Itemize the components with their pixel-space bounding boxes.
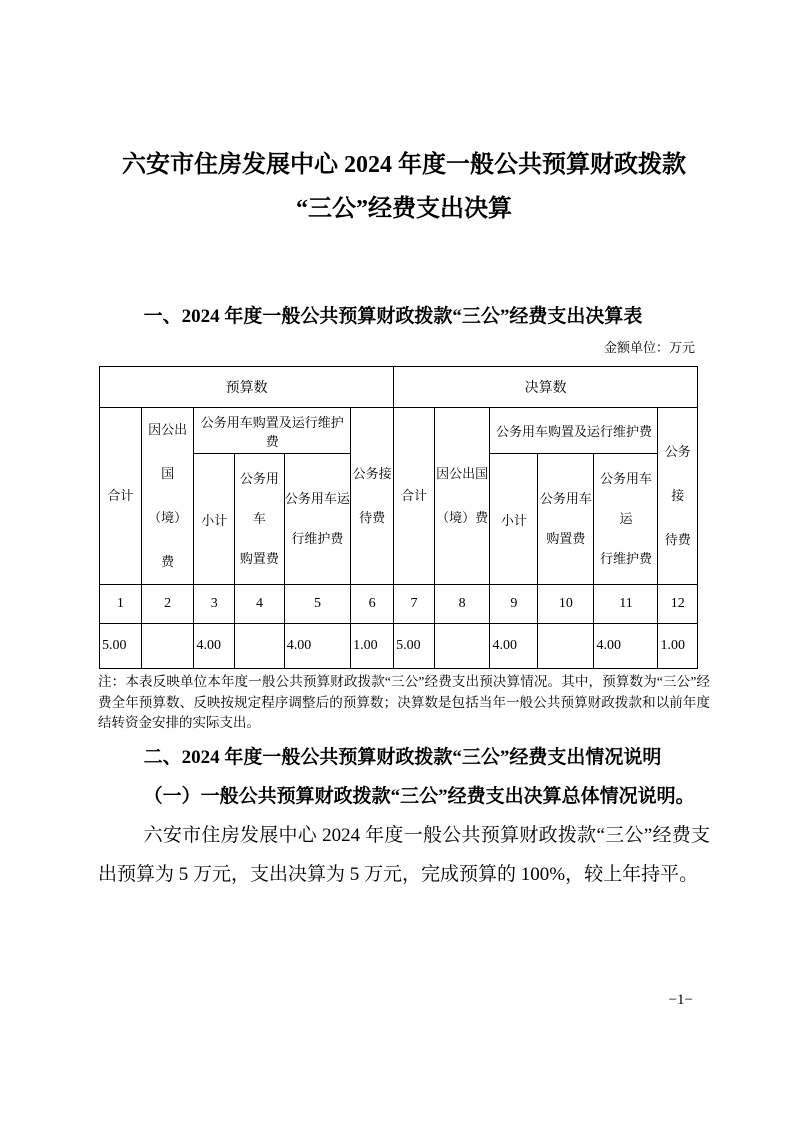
col-number-12: 12 bbox=[658, 585, 698, 624]
document-title-line2: “三公”经费支出决算 bbox=[296, 196, 512, 222]
table-value-row bbox=[100, 624, 698, 669]
header-abroad-budget-line1: 因公出国 bbox=[148, 422, 188, 481]
page-number: −1− bbox=[668, 992, 693, 1008]
value-subtotal-final: 4.00 bbox=[490, 624, 538, 669]
header-purchase-final-line1: 公务用车 bbox=[539, 491, 592, 507]
header-maintenance-budget-line2: 行维护费 bbox=[291, 531, 344, 547]
group-header-budget: 预算数 bbox=[100, 367, 394, 408]
header-total-budget: 合计 bbox=[100, 408, 142, 585]
header-purchase-final bbox=[538, 454, 594, 585]
value-reception-budget: 1.00 bbox=[351, 624, 394, 669]
value-abroad-budget bbox=[141, 624, 194, 669]
value-total-final: 5.00 bbox=[394, 624, 435, 669]
header-reception-budget-line2: 待费 bbox=[359, 510, 386, 525]
header-reception-final bbox=[658, 408, 698, 585]
col-number-3: 3 bbox=[194, 585, 235, 624]
table-header-row-1 bbox=[100, 408, 698, 454]
header-total-final: 合计 bbox=[394, 408, 435, 585]
header-reception-final-line1: 公务接 bbox=[664, 444, 691, 503]
body-paragraph: 六安市住房发展中心 2024 年度一般公共预算财政拨款“三公”经费支出预算为 5 万元，支出决算为 5 万元，完成预算的 100%，较上年持平。 bbox=[98, 824, 710, 885]
header-abroad-final-line1: 因公出国 bbox=[436, 466, 489, 481]
value-subtotal-budget: 4.00 bbox=[194, 624, 235, 669]
document-title-line1: 六安市住房发展中心 2024 年度一般公共预算财政拨款 bbox=[122, 152, 686, 178]
table-group-header-row bbox=[100, 367, 698, 408]
col-number-8: 8 bbox=[434, 585, 490, 624]
value-abroad-final bbox=[434, 624, 490, 669]
value-purchase-budget bbox=[235, 624, 285, 669]
section2-heading: 二、2024 年度一般公共预算财政拨款“三公”经费支出情况说明 bbox=[143, 746, 662, 768]
value-total-budget: 5.00 bbox=[100, 624, 142, 669]
header-purchase-budget-line2: 购置费 bbox=[239, 551, 279, 567]
header-purchase-budget-line1: 公务用车 bbox=[239, 471, 279, 527]
col-number-7: 7 bbox=[394, 585, 435, 624]
header-purchase-budget bbox=[235, 454, 285, 585]
amount-unit-label: 金额单位：万元 bbox=[603, 340, 695, 355]
header-reception-budget-line1: 公务接 bbox=[352, 466, 392, 481]
header-maintenance-budget bbox=[284, 454, 350, 585]
header-abroad-final bbox=[434, 408, 490, 585]
header-maintenance-final bbox=[594, 454, 658, 585]
col-number-9: 9 bbox=[490, 585, 538, 624]
col-number-10: 10 bbox=[538, 585, 594, 624]
document-title bbox=[98, 143, 710, 231]
value-reception-final: 1.00 bbox=[658, 624, 698, 669]
header-maintenance-final-line1: 公务用车运 bbox=[599, 471, 652, 527]
col-number-4: 4 bbox=[235, 585, 285, 624]
value-purchase-final bbox=[538, 624, 594, 669]
group-header-final: 决算数 bbox=[394, 367, 698, 408]
value-maintenance-final: 4.00 bbox=[594, 624, 658, 669]
header-reception-budget bbox=[351, 408, 394, 585]
header-abroad-final-line2: （境）费 bbox=[436, 510, 489, 525]
sangong-expense-table bbox=[99, 366, 698, 669]
header-abroad-budget bbox=[141, 408, 194, 585]
col-number-6: 6 bbox=[351, 585, 394, 624]
subsection1-heading: （一）一般公共预算财政拨款“三公”经费支出决算总体情况说明。 bbox=[143, 785, 695, 807]
col-number-11: 11 bbox=[594, 585, 658, 624]
header-vehicle-group-budget: 公务用车购置及运行维护费 bbox=[194, 408, 351, 454]
table-column-number-row bbox=[100, 585, 698, 624]
header-maintenance-budget-line1: 公务用车运 bbox=[284, 491, 350, 507]
header-purchase-final-line2: 购置费 bbox=[546, 531, 586, 547]
col-number-5: 5 bbox=[284, 585, 350, 624]
header-abroad-budget-line2: （境）费 bbox=[148, 510, 188, 569]
header-subtotal-final: 小计 bbox=[490, 454, 538, 585]
header-subtotal-budget: 小计 bbox=[194, 454, 235, 585]
section1-heading: 一、2024 年度一般公共预算财政拨款“三公”经费支出决算表 bbox=[143, 306, 643, 327]
header-reception-final-line2: 待费 bbox=[664, 532, 691, 547]
col-number-2: 2 bbox=[141, 585, 194, 624]
col-number-1: 1 bbox=[100, 585, 142, 624]
header-maintenance-final-line2: 行维护费 bbox=[599, 551, 652, 567]
value-maintenance-budget: 4.00 bbox=[284, 624, 350, 669]
table-note: 注：本表反映单位本年度一般公共预算财政拨款“三公”经费支出预决算情况。其中，预算数为“三公”经费全年预算数、反映按规定程序调整后的预算数；决算数是包括当年一般公共预算财政拨款和以前年度结转资金安排的实际支出。 bbox=[98, 674, 710, 730]
header-vehicle-group-final: 公务用车购置及运行维护费 bbox=[490, 408, 658, 454]
